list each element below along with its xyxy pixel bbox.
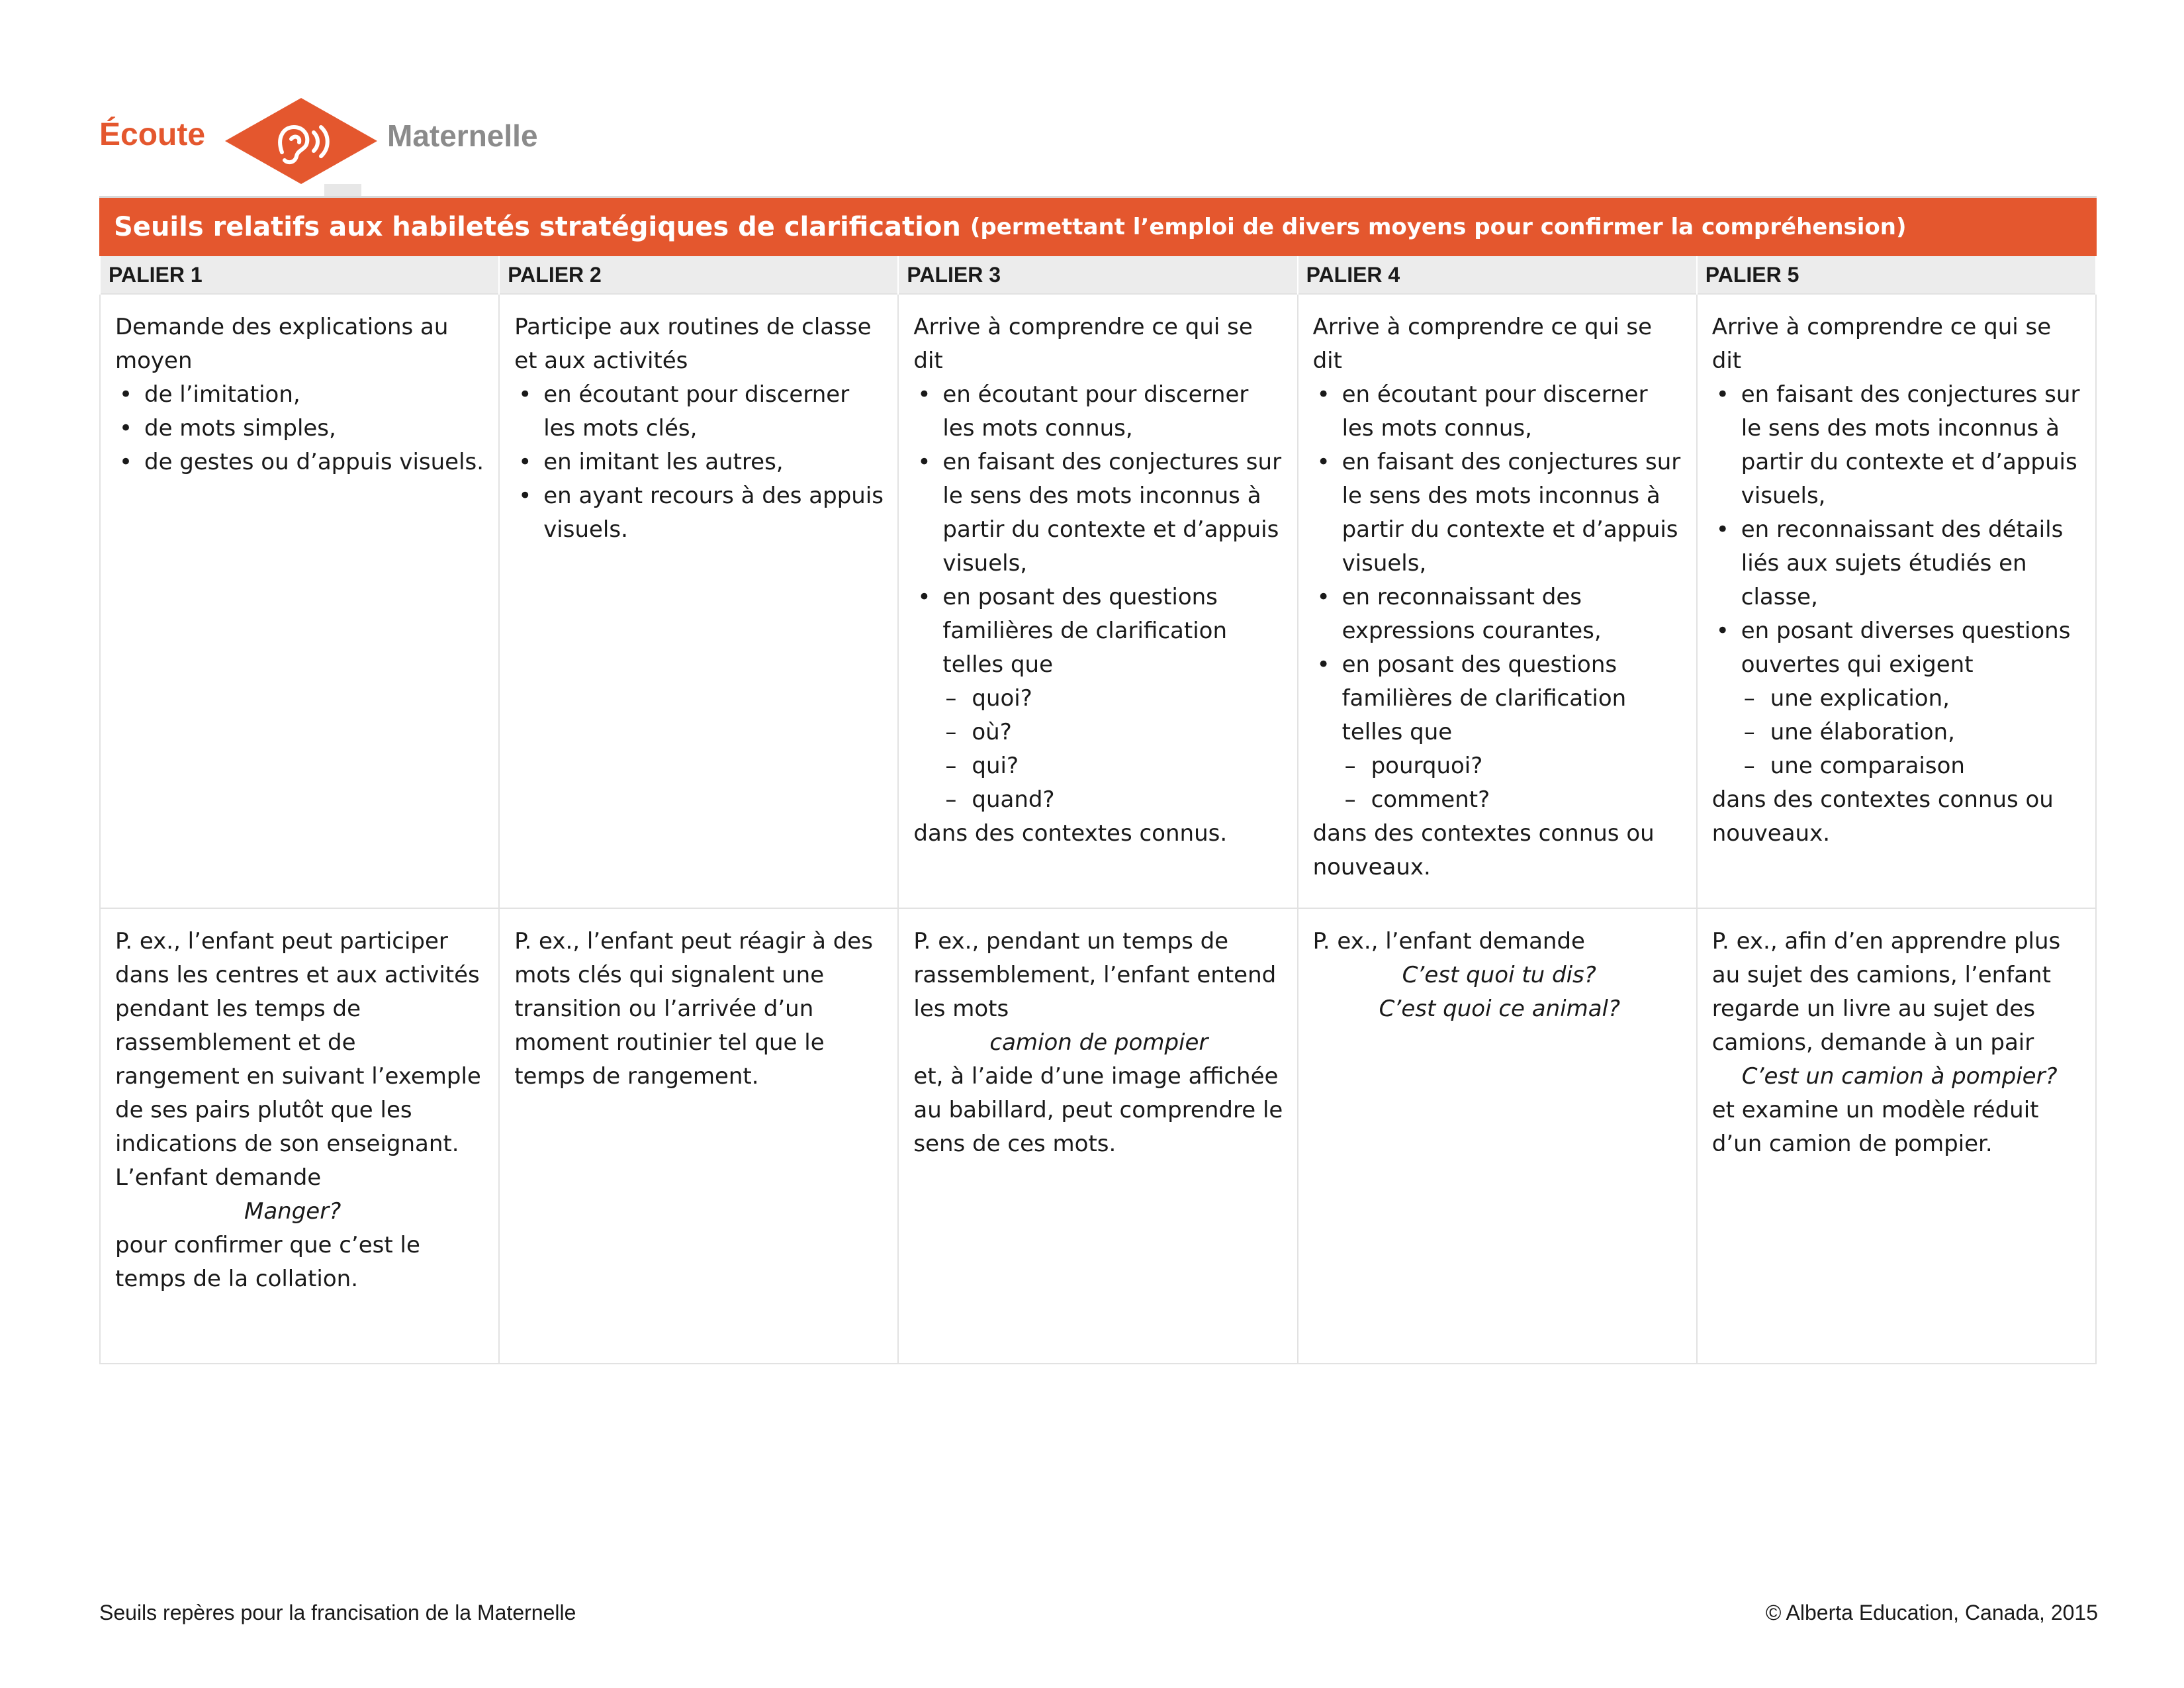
benchmark-table [99,196,2097,1364]
descriptor-intro: Demande des explications au moyen [115,314,449,374]
descriptor-intro: Arrive à comprendre ce qui se dit [913,314,1253,374]
bullet-list [115,378,485,479]
example-text: L’enfant demande [115,1164,322,1191]
header-row [100,256,2096,294]
dash-item: – où? [942,716,1283,749]
descriptor-intro: Participe aux routines de classe et aux activités [514,314,872,374]
bullet-item: • en ayant recours à des appuis visuels. [514,479,884,547]
dash-item: – quand? [942,783,1283,817]
bullet-item: • de mots simples, [115,412,485,445]
bullet-item: • en écoutant pour discerner les mots clés, [514,378,884,445]
dash-item: – une élaboration, [1741,716,2082,749]
footer-title: Seuils repères pour la francisation de la Maternelle [99,1601,576,1624]
example-quote: C’est quoi ce animal? [1379,996,1621,1022]
example-text: P. ex., pendant un temps de rassemblement, l’enfant entend les mots [913,928,1277,1022]
example-quote: C’est quoi tu dis? [1402,962,1596,988]
dash-list [942,682,1283,817]
column-header-palier-4: PALIER 4 [1298,256,1697,294]
descriptor-intro: Arrive à comprendre ce qui se dit [1312,314,1652,374]
descriptor-cell-palier-2 [499,294,898,908]
bullet-item [1712,614,2082,783]
example-cell-palier-3 [898,908,1297,1364]
table-title: Seuils relatifs aux habiletés stratégiques de clarification [114,212,961,242]
example-row [100,908,2096,1364]
bullet-item: • de l’imitation, [115,378,485,412]
bullet-list [514,378,884,547]
descriptor-outro: dans des contextes connus ou nouveaux. [1711,786,2054,847]
example-quote: camion de pompier [989,1029,1208,1056]
example-text: et, à l’aide d’une image affichée au babillard, peut comprendre le sens de ces mots. [913,1063,1283,1157]
bullet-item: • de gestes ou d’appuis visuels. [115,445,485,479]
bullet-item: • en imitant les autres, [514,445,884,479]
example-cell-palier-2 [499,908,898,1364]
bullet-item [913,581,1283,817]
column-header-palier-5: PALIER 5 [1697,256,2096,294]
example-cell-palier-1 [100,908,499,1364]
bullet-item: • en faisant des conjectures sur le sens des mots inconnus à partir du contexte et d’appuis visuels, [913,445,1283,581]
bullet-list [1712,378,2082,783]
example-quote: C’est un camion à pompier? [1741,1063,2058,1090]
footer-copyright: © Alberta Education, Canada, 2015 [1765,1601,2098,1624]
descriptor-outro: dans des contextes connus ou nouveaux. [1312,820,1655,880]
ear-sound-icon [225,98,377,184]
example-text: P. ex., l’enfant demande [1312,928,1585,955]
subject-label: Écoute [99,117,206,152]
descriptor-cell-palier-5 [1697,294,2096,908]
descriptor-cell-palier-3 [898,294,1297,908]
example-text: et examine un modèle réduit d’un camion de pompier. [1711,1097,2039,1157]
page-header [99,98,602,197]
dash-item: – une comparaison [1741,749,2082,783]
example-cell-palier-5 [1697,908,2096,1364]
example-text: pour confirmer que c’est le temps de la collation. [115,1232,420,1292]
bullet-item [1313,648,1683,817]
table-title-bar [99,196,2097,256]
dash-list [1741,682,2082,783]
bullet-item: • en reconnaissant des expressions courantes, [1313,581,1683,648]
dash-item: – comment? [1342,783,1683,817]
bullet-item-text: en posant des questions familières de clarification telles que [942,584,1228,678]
dash-item: – quoi? [942,682,1283,716]
palier-grid [99,256,2097,1364]
column-header-palier-1: PALIER 1 [100,256,499,294]
dash-item: – qui? [942,749,1283,783]
example-text: P. ex., l’enfant peut réagir à des mots clés qui signalent une transition ou l’arrivée d’un moment routinier tel que le temps de rangement. [514,928,873,1090]
dash-item: – pourquoi? [1342,749,1683,783]
column-header-palier-2: PALIER 2 [499,256,898,294]
bullet-list [913,378,1283,817]
bullet-item: • en faisant des conjectures sur le sens des mots inconnus à partir du contexte et d’appuis visuels, [1712,378,2082,513]
bullet-item: • en écoutant pour discerner les mots connus, [1313,378,1683,445]
grade-label: Maternelle [387,118,538,153]
bullet-item-text: en posant des questions familières de clarification telles que [1342,651,1627,745]
column-header-palier-3: PALIER 3 [898,256,1297,294]
example-text: P. ex., afin d’en apprendre plus au sujet des camions, l’enfant regarde un livre au sujet des camions, demande à un pair [1711,928,2061,1056]
table-subtitle: (permettant l’emploi de divers moyens pour confirmer la compréhension) [970,214,1907,240]
bullet-list [1313,378,1683,817]
bullet-item: • en écoutant pour discerner les mots connus, [913,378,1283,445]
bullet-item: • en reconnaissant des détails liés aux sujets étudiés en classe, [1712,513,2082,614]
descriptor-cell-palier-4 [1298,294,1697,908]
example-text: P. ex., l’enfant peut participer dans les centres et aux activités pendant les temps de rassemblement et de rangement en suivant l’exemple de ses pairs plutôt que les indications de son enseignant. [115,928,481,1157]
example-cell-palier-4 [1298,908,1697,1364]
descriptor-intro: Arrive à comprendre ce qui se dit [1711,314,2052,374]
dash-item: – une explication, [1741,682,2082,716]
dash-list [1342,749,1683,817]
descriptor-cell-palier-1 [100,294,499,908]
descriptor-outro: dans des contextes connus. [913,820,1228,847]
example-quote: Manger? [244,1198,341,1225]
descriptor-row [100,294,2096,908]
bullet-item-text: en posant diverses questions ouvertes qui exigent [1741,618,2071,678]
bullet-item: • en faisant des conjectures sur le sens des mots inconnus à partir du contexte et d’appuis visuels, [1313,445,1683,581]
